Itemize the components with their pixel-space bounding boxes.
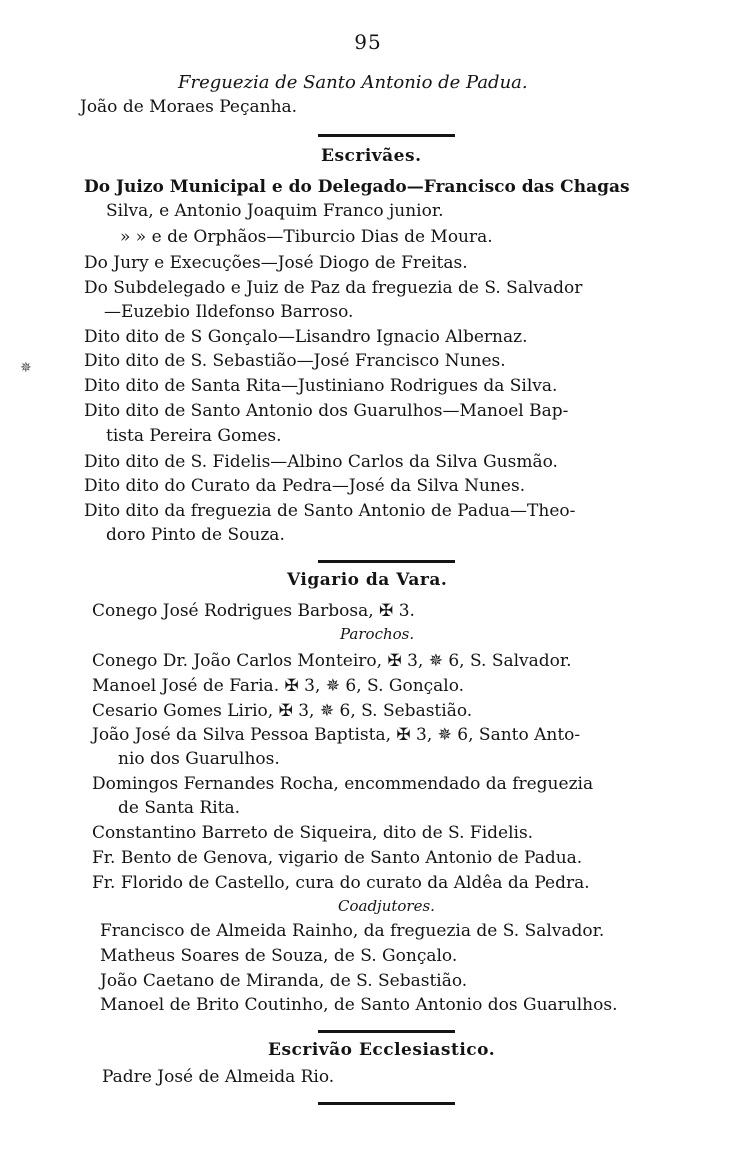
escrivaes-line: Do Juizo Municipal e do Delegado—Francisco das Chagas <box>84 177 630 197</box>
escrivaes-line: Dito dito de S. Fidelis—Albino Carlos da Silva Gusmão. <box>84 452 558 472</box>
coadjutor-line: Matheus Soares de Souza, de S. Gonçalo. <box>100 946 458 966</box>
parocho-line: Cesario Gomes Lirio, ✠ 3, ✵ 6, S. Sebastião. <box>92 701 473 721</box>
escrivao-ecclesiastico-line: Padre José de Almeida Rio. <box>102 1067 335 1087</box>
escrivaes-line: Dito dito de Santo Antonio dos Guarulhos—Manoel Bap- <box>84 401 569 421</box>
coadjutor-line: Francisco de Almeida Rainho, da freguezia de S. Salvador. <box>100 921 605 941</box>
escrivaes-line: Do Jury e Execuções—José Diogo de Freitas. <box>84 253 468 273</box>
escrivaes-line: tista Pereira Gomes. <box>106 426 282 446</box>
section-rule <box>318 560 455 563</box>
escrivaes-line: Dito dito de Santa Rita—Justiniano Rodrigues da Silva. <box>84 376 558 396</box>
parocho-line: Conego Dr. João Carlos Monteiro, ✠ 3, ✵ 6, S. Salvador. <box>92 651 572 671</box>
parocho-line: nio dos Guarulhos. <box>118 749 280 769</box>
escrivaes-line: Do Subdelegado e Juiz de Paz da freguezia de S. Salvador <box>84 278 583 298</box>
escrivaes-line: Dito dito de S Gonçalo—Lisandro Ignacio Albernaz. <box>84 327 528 347</box>
escrivaes-line: Dito dito de S. Sebastião—José Francisco Nunes. <box>84 351 506 371</box>
section-rule <box>318 1030 455 1033</box>
parocho-line: João José da Silva Pessoa Baptista, ✠ 3, ✵ 6, Santo Anto- <box>92 725 581 745</box>
section-rule <box>318 134 455 137</box>
parocho-line: Constantino Barreto de Siqueira, dito de S. Fidelis. <box>92 823 534 843</box>
escrivaes-line: Dito dito do Curato da Pedra—José da Silva Nunes. <box>84 476 526 496</box>
escrivaes-heading: Escrivães. <box>321 146 422 166</box>
coadjutor-line: João Caetano de Miranda, de S. Sebastião. <box>100 971 468 991</box>
section-rule <box>318 1102 455 1105</box>
escrivaes-line: » » e de Orphãos—Tiburcio Dias de Moura. <box>120 227 493 247</box>
vigario-heading: Vigario da Vara. <box>287 570 448 590</box>
escrivaes-line: —Euzebio Ildefonso Barroso. <box>104 302 354 322</box>
margin-mark: ✵ <box>20 360 32 376</box>
parocho-line: Fr. Florido de Castello, cura do curato da Aldêa da Pedra. <box>92 873 590 893</box>
parocho-line: Manoel José de Faria. ✠ 3, ✵ 6, S. Gonçalo. <box>92 676 465 696</box>
parocho-line: Fr. Bento de Genova, vigario de Santo Antonio de Padua. <box>92 848 583 868</box>
parocho-line: Domingos Fernandes Rocha, encommendado da freguezia <box>92 774 594 794</box>
parish-line: João de Moraes Peçanha. <box>80 97 298 117</box>
vigario-line: Conego José Rodrigues Barbosa, ✠ 3. <box>92 601 415 621</box>
coadjutor-line: Manoel de Brito Coutinho, de Santo Antonio dos Guarulhos. <box>100 995 618 1015</box>
page-number: 95 <box>354 30 382 54</box>
escrivaes-line: doro Pinto de Souza. <box>106 525 285 545</box>
escrivaes-line: Silva, e Antonio Joaquim Franco junior. <box>106 201 444 221</box>
escrivaes-line: Dito dito da freguezia de Santo Antonio de Padua—Theo- <box>84 501 576 521</box>
parochos-heading: Parochos. <box>340 625 415 643</box>
parocho-line: de Santa Rita. <box>118 798 241 818</box>
coadjutores-heading: Coadjutores. <box>338 897 435 915</box>
parish-title: Freguezia de Santo Antonio de Padua. <box>178 72 528 93</box>
escrivao-ecclesiastico-heading: Escrivão Ecclesiastico. <box>268 1040 496 1060</box>
